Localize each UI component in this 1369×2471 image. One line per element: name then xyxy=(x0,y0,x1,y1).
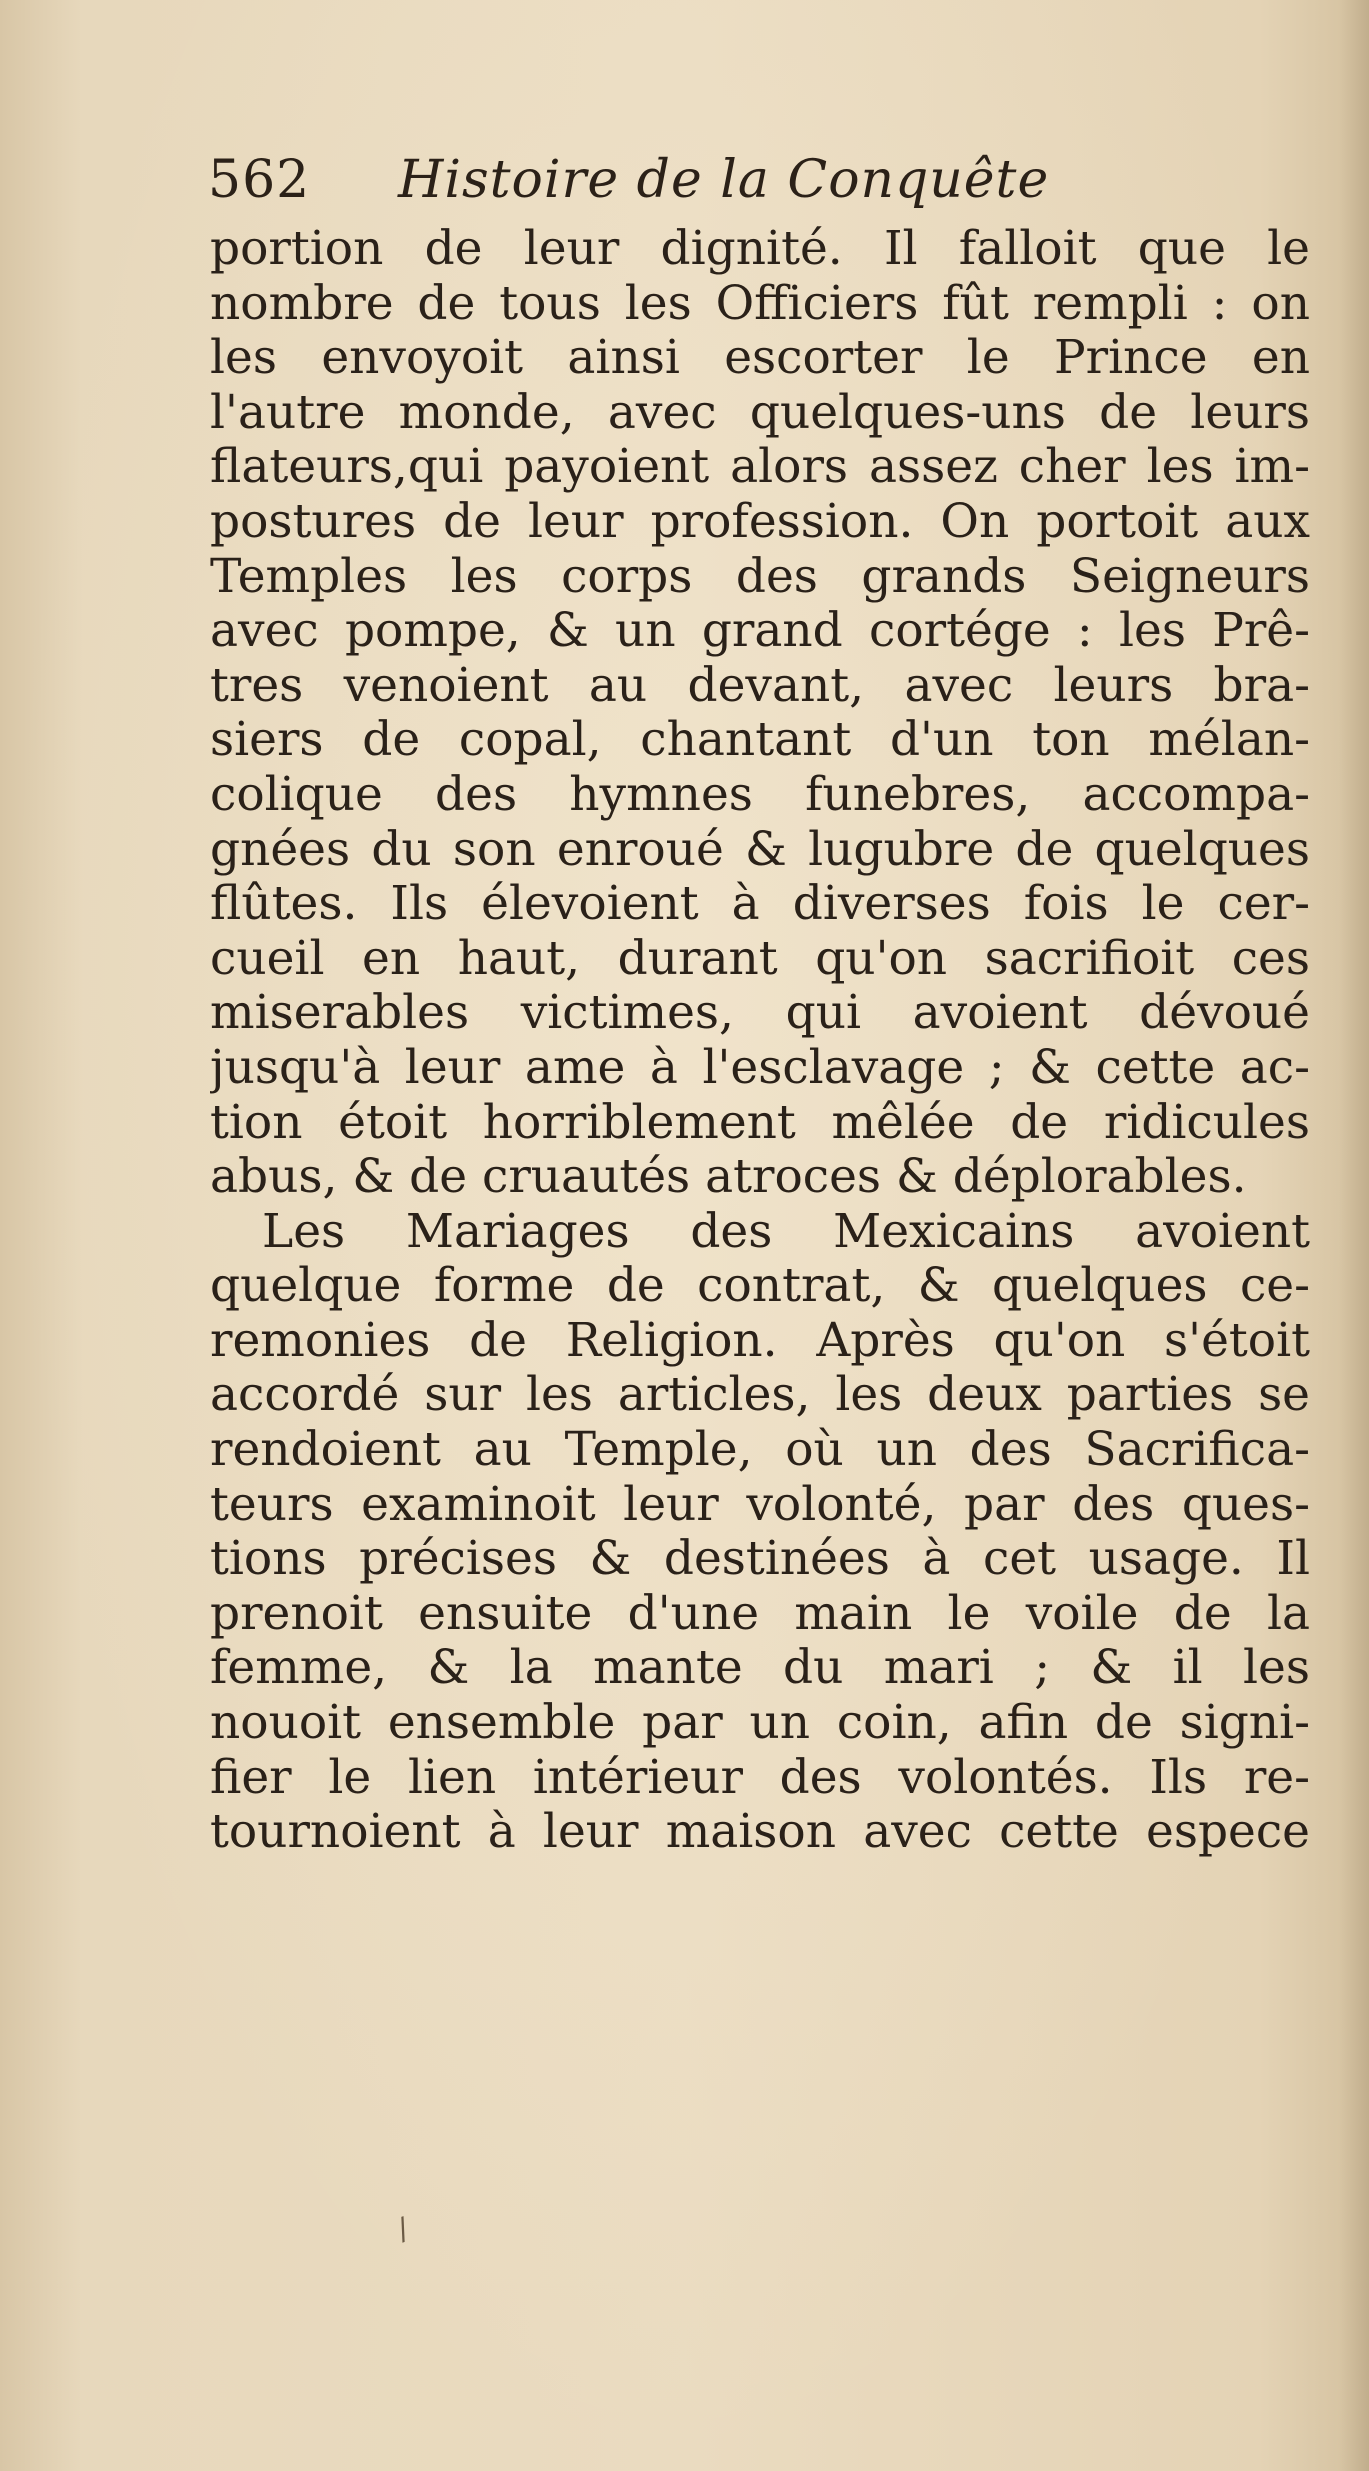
text-line: fier le lien intérieur des volontés. Ils re- xyxy=(210,1750,1310,1805)
text-line: accordé sur les articles, les deux parties se xyxy=(210,1368,1310,1423)
text-line: teurs examinoit leur volonté, par des ques- xyxy=(210,1477,1310,1532)
text-line: nombre de tous les Officiers fût rempli : on xyxy=(210,276,1310,331)
text-line: avec pompe, & un grand cortége : les Prê- xyxy=(210,604,1310,659)
text-line: tournoient à leur maison avec cette espece xyxy=(210,1805,1310,1860)
text-line: Temples les corps des grands Seigneurs xyxy=(210,549,1310,604)
text-line: remonies de Religion. Après qu'on s'étoit xyxy=(210,1313,1310,1368)
text-line: prenoit ensuite d'une main le voile de la xyxy=(210,1586,1310,1641)
text-line: flateurs,qui payoient alors assez cher les im- xyxy=(210,440,1310,495)
page-number: 562 xyxy=(208,150,311,210)
text-line: rendoient au Temple, où un des Sacrifica- xyxy=(210,1423,1310,1478)
text-line: tion étoit horriblement mêlée de ridicules xyxy=(210,1095,1310,1150)
text-line: nouoit ensemble par un coin, afin de signi- xyxy=(210,1696,1310,1751)
running-title: Histoire de la Conquête xyxy=(398,150,1050,210)
text-line: cueil en haut, durant qu'on sacrifioit ces xyxy=(210,931,1310,986)
body-text xyxy=(210,222,1310,1860)
text-line: abus, & de cruautés atroces & déplorables. xyxy=(210,1150,1247,1205)
stray-ink-mark: / xyxy=(392,2211,414,2248)
text-line: jusqu'à leur ame à l'esclavage ; & cette ac- xyxy=(210,1040,1310,1095)
text-line: flûtes. Ils élevoient à diverses fois le cer- xyxy=(210,877,1310,932)
text-line: tres venoient au devant, avec leurs bra- xyxy=(210,658,1310,713)
text-line: l'autre monde, avec quelques-uns de leurs xyxy=(210,385,1310,440)
text-line: les envoyoit ainsi escorter le Prince en xyxy=(210,331,1310,386)
text-line: postures de leur profession. On portoit aux xyxy=(210,494,1310,549)
text-line: tions précises & destinées à cet usage. Il xyxy=(210,1532,1310,1587)
text-line: siers de copal, chantant d'un ton mélan- xyxy=(210,713,1310,768)
paragraph-start-line: Les Mariages des Mexicains avoient xyxy=(262,1204,1310,1259)
text-line: colique des hymnes funebres, accompa- xyxy=(210,767,1310,822)
text-line: femme, & la mante du mari ; & il les xyxy=(210,1641,1310,1696)
page-header xyxy=(208,150,1308,220)
text-line: portion de leur dignité. Il falloit que le xyxy=(210,222,1310,276)
text-line: gnées du son enroué & lugubre de quelques xyxy=(210,822,1310,877)
page-edge-shadow xyxy=(1339,0,1369,2471)
text-line: quelque forme de contrat, & quelques ce- xyxy=(210,1259,1310,1314)
text-line: miserables victimes, qui avoient dévoué xyxy=(210,986,1310,1041)
